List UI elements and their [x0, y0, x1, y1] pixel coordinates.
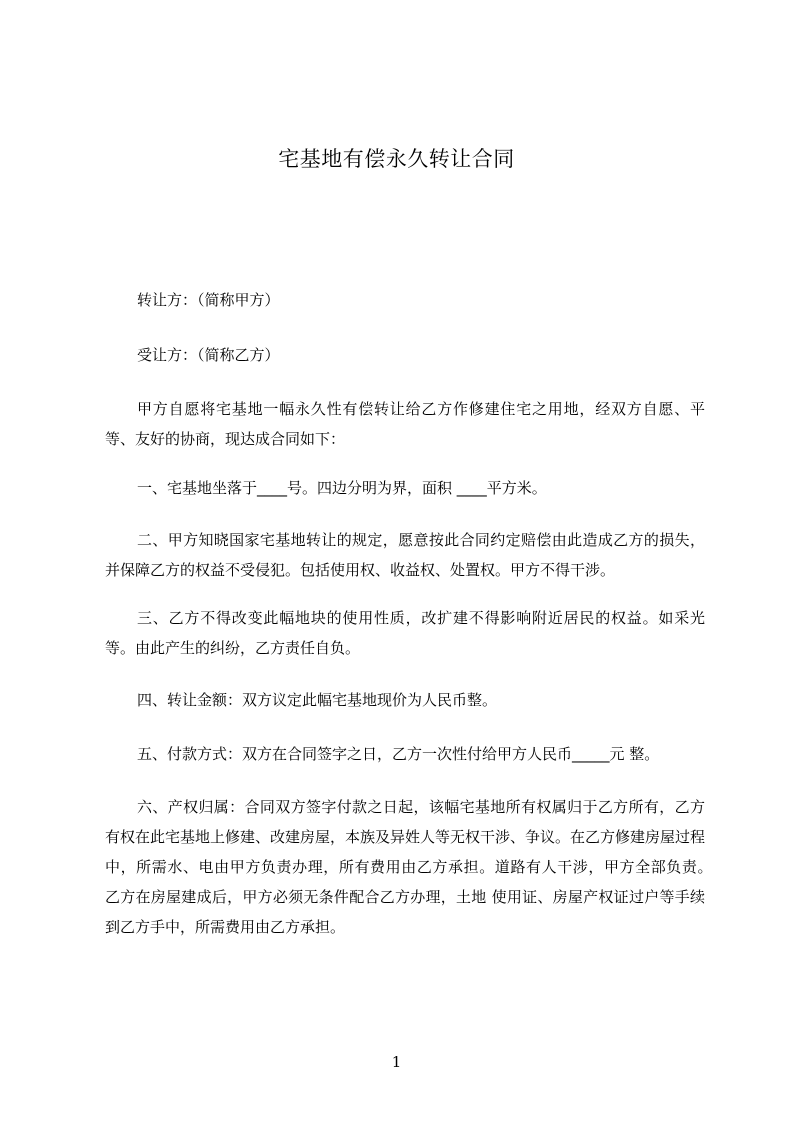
transferee-line: 受让方：（简称乙方）	[137, 346, 280, 364]
page-number: 1	[391, 1053, 402, 1071]
clause-4: 四、转让金额：双方议定此幅宅基地现价为人民币整。	[137, 691, 498, 709]
document-title: 宅基地有偿永久转让合同	[278, 147, 515, 171]
transferor-line: 转让方：（简称甲方）	[137, 291, 280, 309]
clause-1: 一、宅基地坐落于____号。四边分明为界，面积 ____平方米。	[137, 479, 547, 497]
intro-paragraph: 甲方自愿将宅基地一幅永久性有偿转让给乙方作修建住宅之用地，经双方自愿、平等、友好的协商，现达成合同如下：	[105, 400, 705, 448]
clause-3: 三、乙方不得改变此幅地块的使用性质，改扩建不得影响附近居民的权益。如采光等。由此产生的纠纷，乙方责任自负。	[105, 609, 705, 657]
clause-5: 五、付款方式：双方在合同签字之日，乙方一次性付给甲方人民币_____元 整。	[137, 745, 660, 763]
clause-6: 六、产权归属：合同双方签字付款之日起，该幅宅基地所有权属归于乙方所有，乙方有权在此宅基地上修建、改建房屋，本族及异姓人等无权干涉、争议。在乙方修建房屋过程中，所需水、电由甲方负责办理，所有费用由乙方承担。道路有人干涉，甲方全部负责。 乙方在房屋建成后，甲方必须无条件配合乙方办理，土地 使用证、房屋产权证过户等手续到乙方手中，所需费用由乙方承担。	[105, 798, 721, 936]
clause-2: 二、甲方知晓国家宅基地转让的规定，愿意按此合同约定赔偿由此造成乙方的损失，并保障乙方的权益不受侵犯。包括使用权、收益权、处置权。甲方不得干涉。	[105, 531, 705, 579]
